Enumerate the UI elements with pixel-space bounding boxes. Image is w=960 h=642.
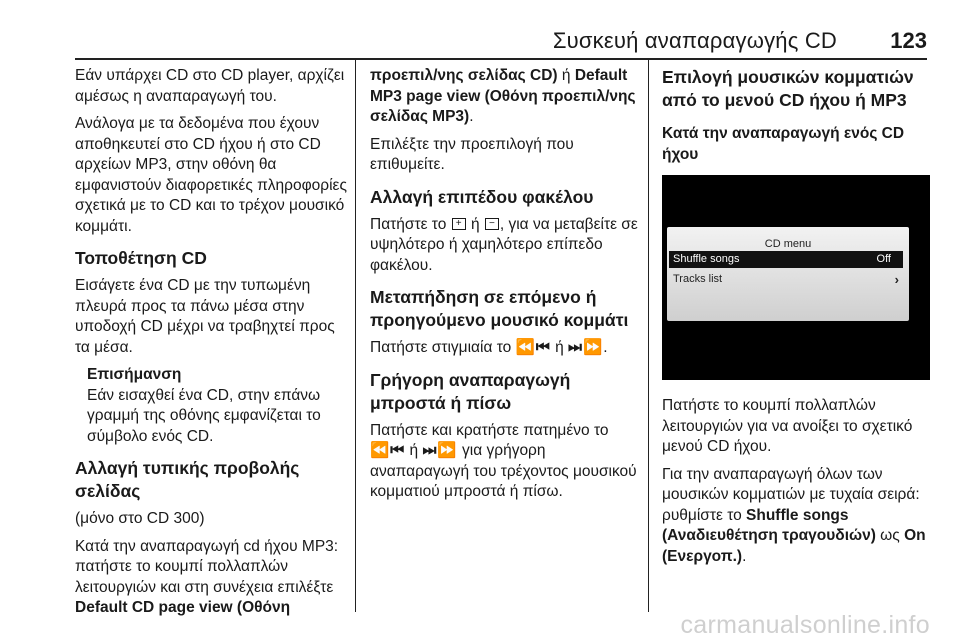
text-span: Κατά την αναπαραγωγή cd ήχου MP3: πατήστε το κουμπί πολλαπλών λειτουργιών και στη συνέχεια επιλέξτε	[75, 537, 339, 596]
paragraph	[370, 338, 640, 359]
page-header	[75, 26, 927, 60]
menu-option-text: προεπιλ/νης σελίδας CD)	[370, 67, 558, 84]
menu-item-value: Off	[876, 253, 891, 265]
paragraph: Ανάλογα με τα δεδομένα που έχουν αποθηκευτεί στο CD ήχου ή στο CD αρχείων MP3, στην οθόνη θα εμφανιστούν διαφορετικές πληροφορίες σχετικά με το CD και το τρέχον μουσικό κομμάτι.	[75, 115, 347, 235]
section-heading: Γρήγορη αναπαραγωγή μπροστά ή πίσω	[370, 369, 571, 413]
menu-item-tracks-list[interactable]	[669, 271, 903, 288]
note-title: Επισήμανση	[87, 366, 182, 383]
column-2	[370, 66, 640, 510]
menu-item-label: Shuffle songs	[673, 253, 740, 265]
menu-option-text: Default MP3 page view (Οθόνη προεπιλ/νης σελίδας MP3)	[370, 67, 636, 125]
menu-option-text: On (Ενεργοπ.)	[662, 527, 926, 565]
menu-option-text: Default CD page view (Οθόνη	[75, 599, 291, 616]
note-box	[87, 365, 347, 447]
section-heading: Αλλαγή επιπέδου φακέλου	[370, 186, 594, 207]
text-span: Για την αναπαραγωγή όλων των μουσικών κομματιών με τυχαία σειρά: ρυθμίστε το	[662, 465, 920, 524]
paragraph	[370, 66, 640, 128]
section-heading: Αλλαγή τυπικής προβολής σελίδας	[75, 458, 300, 501]
section-heading: Μεταπήδηση σε επόμενο ή προηγούμενο μουσικό κομμάτι	[370, 287, 629, 330]
column-divider	[355, 58, 356, 612]
fast-forward-icon: ⏭⏩	[422, 442, 458, 459]
chevron-right-icon: ›	[894, 272, 899, 287]
previous-track-icon: ⏪⏮	[515, 339, 551, 356]
page-title: Συσκευή αναπαραγωγής CD	[552, 28, 837, 53]
cd-menu-display	[667, 227, 909, 321]
text-span: ή	[466, 215, 484, 233]
text-span: Πατήστε στιγμιαία το	[370, 339, 516, 356]
paragraph: Επιλέξτε την προεπιλογή που επιθυμείτε.	[370, 135, 574, 173]
menu-option-text: Shuffle songs (Αναδιευθέτηση τραγουδιών)	[662, 506, 876, 544]
paragraph	[662, 465, 930, 568]
display-screenshot	[662, 175, 930, 380]
paragraph	[370, 215, 640, 277]
paragraph: Πατήστε το κουμπί πολλαπλών λειτουργιών για να ανοίξει το σχετικό μενού CD ήχου.	[662, 397, 913, 455]
folder-up-icon: +	[452, 218, 466, 230]
section-heading: Τοποθέτηση CD	[75, 248, 207, 268]
paragraph	[75, 537, 347, 619]
text-span: ως	[875, 527, 905, 544]
section-heading: Επιλογή μουσικών κομματιών από το μενού CD ήχου ή MP3	[662, 67, 914, 110]
column-1	[75, 66, 347, 626]
paragraph	[370, 421, 640, 503]
column-divider	[648, 58, 649, 612]
next-track-icon: ⏭⏩	[568, 339, 604, 356]
text-span: .	[469, 108, 474, 125]
text-span: ή	[405, 442, 423, 459]
note-text: Εάν εισαχθεί ένα CD, στην επάνω γραμμή της οθόνης εμφανίζεται το σύμβολο ενός CD.	[87, 386, 321, 445]
text-span: ή	[557, 67, 575, 84]
subsection-heading: Κατά την αναπαραγωγή ενός CD ήχου	[662, 125, 905, 163]
text-span: , για να μεταβείτε σε υψηλότερο ή χαμηλότερο επίπεδο φακέλου.	[370, 215, 638, 274]
text-span: .	[603, 339, 608, 356]
text-span: Πατήστε και κρατήστε πατημένο το	[370, 421, 609, 439]
menu-title: CD menu	[764, 238, 812, 250]
menu-item-label: Tracks list	[673, 273, 723, 285]
rewind-icon: ⏪⏮	[370, 442, 406, 459]
page-number: 123	[890, 28, 927, 53]
text-span: Πατήστε το	[370, 215, 451, 233]
folder-down-icon: −	[485, 218, 499, 230]
column-3	[662, 66, 930, 574]
paragraph: Εισάγετε ένα CD με την τυπωμένη πλευρά προς τα πάνω μέσα στην υποδοχή CD μέχρι να τραβηχτεί προς τα μέσα.	[75, 277, 335, 356]
text-span: ή	[550, 339, 569, 356]
text-span: για γρήγορη αναπαραγωγή του τρέχοντος μουσικού κομματιού μπροστά ή πίσω.	[370, 442, 637, 500]
menu-item-shuffle-songs[interactable]	[669, 251, 903, 268]
paragraph: (μόνο στο CD 300)	[75, 510, 205, 527]
text-span: .	[742, 547, 747, 565]
watermark-text: carmanualsonline.info	[680, 611, 930, 639]
paragraph: Εάν υπάρχει CD στο CD player, αρχίζει αμέσως η αναπαραγωγή του.	[75, 67, 345, 105]
